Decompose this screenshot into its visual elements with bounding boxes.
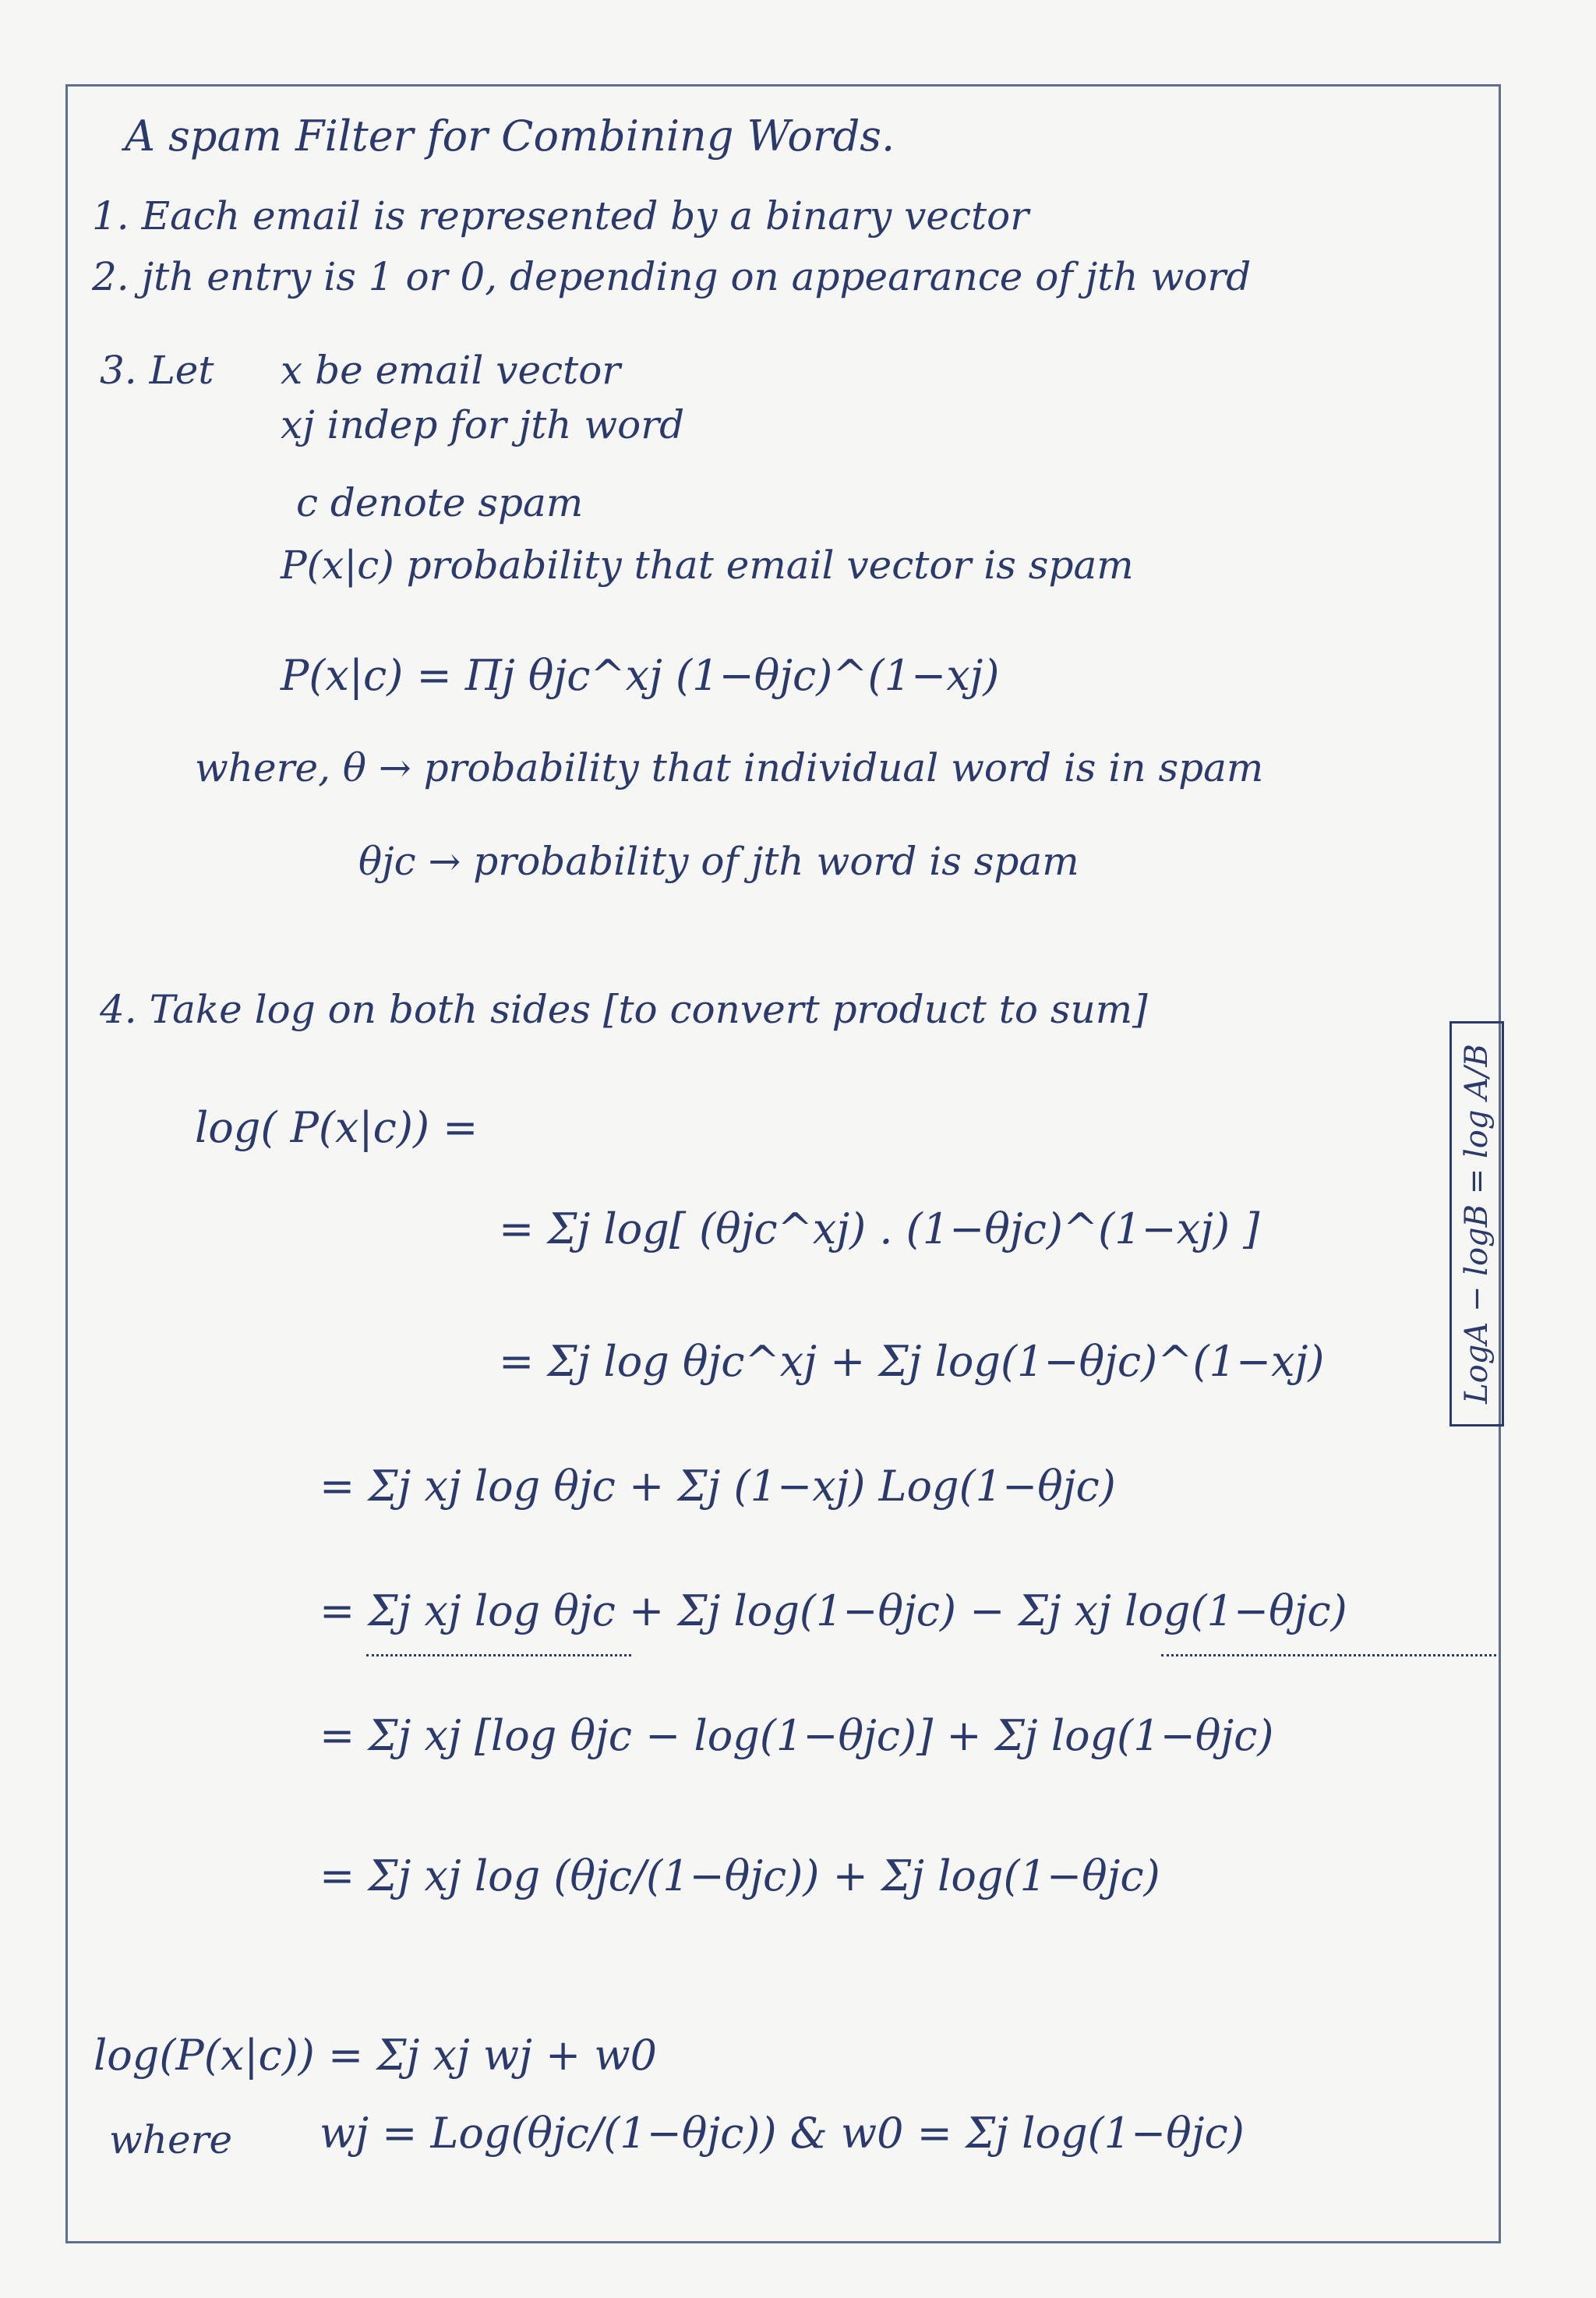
derivation-line-3: = Σj log θjc^xj + Σj log(1−θjc)^(1−xj) [499, 1337, 1325, 1386]
where-theta-jc: θjc → probability of jth word is spam [358, 839, 1079, 884]
derivation-line-1: log( P(x|c)) = [195, 1103, 478, 1152]
derivation-line-7: = Σj xj log (θjc/(1−θjc)) + Σj log(1−θjc) [320, 1851, 1160, 1900]
point-3-xj: xj indep for jth word [281, 402, 685, 447]
point-3-pxc: P(x|c) probability that email vector is spam [281, 543, 1134, 588]
derivation-line-6: = Σj xj [log θjc − log(1−θjc)] + Σj log(1−θjc) [320, 1711, 1274, 1760]
point-3-c: c denote spam [296, 480, 584, 525]
point-4: 4. Take log on both sides [to convert product to sum] [100, 987, 1148, 1032]
where-theta: where, θ → probability that individual word is in spam [195, 745, 1264, 790]
derivation-line-2: = Σj log[ (θjc^xj) . (1−θjc)^(1−xj) ] [499, 1204, 1260, 1253]
underline-mark [1161, 1645, 1496, 1656]
final-weights: wj = Log(θjc/(1−θjc)) & w0 = Σj log(1−θjc) [320, 2109, 1245, 2158]
point-3-label: 3. Let [100, 348, 214, 393]
point-1: 1. Each email is represented by a binary vector [92, 193, 1029, 239]
side-note-box [1449, 1021, 1504, 1427]
side-note: LogA − logB = log A/B [1459, 1044, 1495, 1404]
final-where-label: where [109, 2117, 233, 2162]
final-equation: log(P(x|c)) = Σj xj wj + w0 [94, 2031, 657, 2080]
derivation-line-5: = Σj xj log θjc + Σj log(1−θjc) − Σj xj log(1−θjc) [320, 1586, 1347, 1635]
page-title: A spam Filter for Combining Words. [125, 111, 895, 161]
likelihood-equation: P(x|c) = Πj θjc^xj (1−θjc)^(1−xj) [281, 651, 1000, 700]
point-2: 2. jth entry is 1 or 0, depending on appearance of jth word [92, 254, 1252, 299]
point-3-x: x be email vector [281, 348, 621, 393]
derivation-line-4: = Σj xj log θjc + Σj (1−xj) Log(1−θjc) [320, 1462, 1116, 1511]
underline-mark [366, 1645, 631, 1656]
